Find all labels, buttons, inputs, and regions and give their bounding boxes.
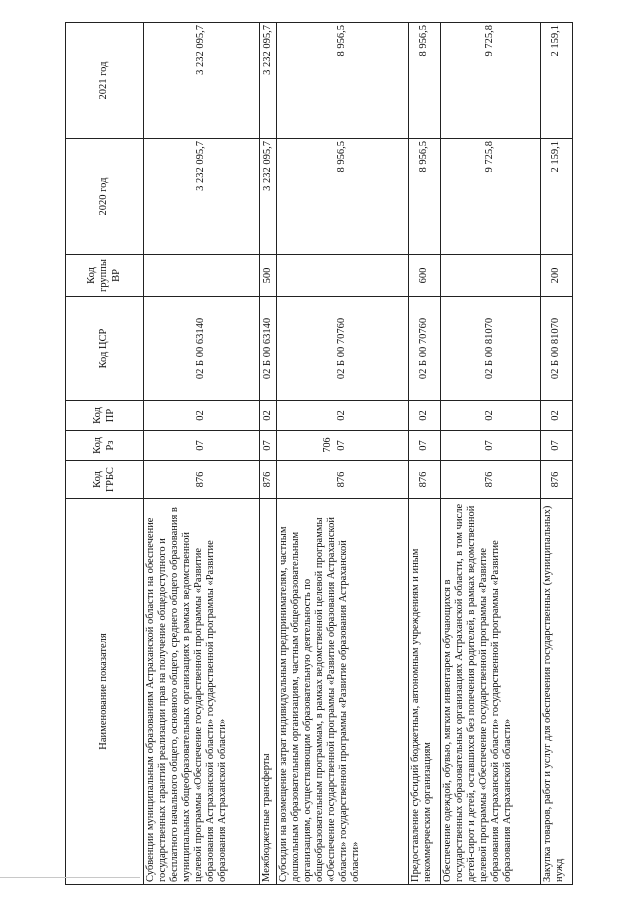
footer-rule — [0, 877, 140, 878]
table-row — [541, 23, 573, 885]
row-2021: 3 232 095,7 — [144, 23, 260, 139]
page-number: 706 — [322, 437, 333, 453]
header-2021: 2021 год — [66, 23, 144, 139]
row-vr — [441, 255, 541, 297]
header-rz: Код Рз — [66, 431, 144, 461]
row-rz: 07 — [541, 431, 573, 461]
row-2020: 8 956,5 — [409, 139, 441, 255]
row-2021: 2 159,1 — [541, 23, 573, 139]
row-pr: 02 — [441, 401, 541, 431]
row-rz: 07 — [144, 431, 260, 461]
row-2020: 3 232 095,7 — [260, 139, 277, 255]
row-2021: 8 956,5 — [277, 23, 409, 139]
row-name: Межбюджетные трансферты — [260, 499, 277, 885]
header-grbs: Код ГРБС — [66, 461, 144, 499]
row-name: Закупка товаров, работ и услуг для обеспечения государственных (муниципальных) нужд — [541, 499, 573, 885]
row-2020: 9 725,8 — [441, 139, 541, 255]
row-vr: 500 — [260, 255, 277, 297]
row-vr — [144, 255, 260, 297]
row-csr: 02 Б 00 63140 — [144, 297, 260, 401]
table-header-row — [66, 23, 144, 885]
row-grbs: 876 — [277, 461, 409, 499]
row-2020: 2 159,1 — [541, 139, 573, 255]
row-pr: 02 — [409, 401, 441, 431]
table-row — [409, 23, 441, 885]
row-name: Субвенции муниципальным образованиям Астраханской области на обеспечение государственных гарантий реализации прав на получение общедоступного и бесплатного начального общего, основного общего, среднего общего образования в муниципальных общеобразовательных организациях в рамках ведомственной целевой программы «Обеспечение государственной программы «Развитие образования Астраханской области» государственной программы «Развитие образования Астраханской области» — [144, 499, 260, 885]
row-2021: 8 956,5 — [409, 23, 441, 139]
rotated-page-content — [65, 23, 572, 885]
row-name: Обеспечение одеждой, обувью, мягким инвентарем обучающихся в государственных образовательных организациях Астраханской области, в том числе детей-сирот и детей, оставшихся без попечения родителей, в рамках ведомственной целевой программы «Обеспечение государственной программы «Развитие образования Астраханской области» государственной программы «Развитие образования Астраханской области» — [441, 499, 541, 885]
row-rz: 07 — [277, 431, 409, 461]
row-pr: 02 — [277, 401, 409, 431]
row-grbs: 876 — [441, 461, 541, 499]
header-csr: Код ЦСР — [66, 297, 144, 401]
row-vr: 200 — [541, 255, 573, 297]
row-csr: 02 Б 00 63140 — [260, 297, 277, 401]
row-2020: 3 232 095,7 — [144, 139, 260, 255]
row-vr — [277, 255, 409, 297]
row-rz: 07 — [409, 431, 441, 461]
row-csr: 02 Б 00 70760 — [409, 297, 441, 401]
header-2020: 2020 год — [66, 139, 144, 255]
row-grbs: 876 — [144, 461, 260, 499]
table-row — [144, 23, 260, 885]
row-2021: 3 232 095,7 — [260, 23, 277, 139]
row-name: Субсидии на возмещение затрат индивидуальным предпринимателям, частным дошкольным образовательным организациям, частным общеобразовательным организациям, осуществляющим образовательную деятельность по общеобразовательным программам, в рамках ведомственной целевой программы «Обеспечение государственной программы «Развитие образования Астраханской области» государственной программы «Развитие образования Астраханской области» — [277, 499, 409, 885]
row-name: Предоставление субсидий бюджетным, автономным учреждениям и иным некоммерческим организациям — [409, 499, 441, 885]
row-grbs: 876 — [541, 461, 573, 499]
budget-table — [65, 22, 573, 885]
row-rz: 07 — [260, 431, 277, 461]
row-2021: 9 725,8 — [441, 23, 541, 139]
row-2020: 8 956,5 — [277, 139, 409, 255]
row-csr: 02 Б 00 81070 — [441, 297, 541, 401]
table-row — [277, 23, 409, 885]
row-pr: 02 — [144, 401, 260, 431]
row-pr: 02 — [260, 401, 277, 431]
row-rz: 07 — [441, 431, 541, 461]
row-grbs: 876 — [409, 461, 441, 499]
row-csr: 02 Б 00 81070 — [541, 297, 573, 401]
header-name: Наименование показателя — [66, 499, 144, 885]
table-row — [441, 23, 541, 885]
header-pr: Код ПР — [66, 401, 144, 431]
table-row — [260, 23, 277, 885]
header-vr: Код группы ВР — [66, 255, 144, 297]
row-csr: 02 Б 00 70760 — [277, 297, 409, 401]
row-grbs: 876 — [260, 461, 277, 499]
row-pr: 02 — [541, 401, 573, 431]
row-vr: 600 — [409, 255, 441, 297]
